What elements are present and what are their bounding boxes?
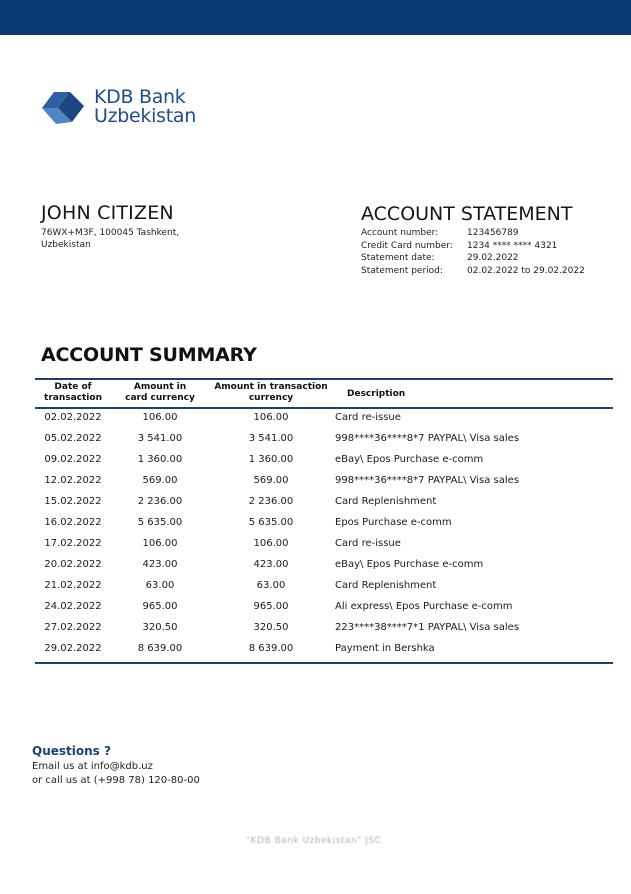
cell-description: eBay\ Epos Purchase e-comm [335, 454, 484, 465]
kdb-ribbon-logo-icon [40, 86, 86, 128]
table-row [35, 472, 613, 493]
header-txn-amount [209, 382, 333, 404]
cell-description: Card Replenishment [335, 580, 437, 591]
table-row [35, 430, 613, 451]
cell-card-amount: 3 541.00 [137, 433, 183, 444]
cell-description: Card Replenishment [335, 496, 437, 507]
cell-date: 16.02.2022 [44, 517, 102, 528]
table-row [35, 493, 613, 514]
field-value: 1234 **** **** 4321 [467, 240, 558, 251]
field-label: Statement date: [361, 253, 435, 263]
cell-card-amount: 5 635.00 [137, 517, 183, 528]
header-card-amount-line1: Amount in [133, 382, 187, 392]
cell-card-amount: 1 360.00 [137, 454, 183, 465]
statement-title: ACCOUNT STATEMENT [361, 203, 573, 225]
cell-card-amount: 63.00 [145, 580, 175, 591]
contact-phone-line: or call us at (+998 78) 120-80-00 [32, 775, 200, 786]
cell-description: 998****36****8*7 PAYPAL\ Visa sales [335, 433, 520, 444]
cell-description: Card re-issue [335, 538, 401, 549]
cell-date: 09.02.2022 [44, 454, 102, 465]
cell-description: 998****36****8*7 PAYPAL\ Visa sales [335, 475, 520, 486]
table-row [35, 451, 613, 472]
cell-date: 05.02.2022 [44, 433, 102, 444]
table-row [35, 598, 613, 619]
cell-date: 24.02.2022 [44, 601, 102, 612]
cell-txn-amount: 8 639.00 [248, 643, 294, 654]
table-row [35, 640, 613, 661]
cell-date: 27.02.2022 [44, 622, 102, 633]
cell-date: 29.02.2022 [44, 643, 102, 654]
header-date-line1: Date of [54, 382, 92, 392]
header-date-line2: transaction [44, 393, 102, 403]
statement-field [361, 265, 585, 278]
cell-date: 02.02.2022 [44, 412, 102, 423]
summary-title: ACCOUNT SUMMARY [41, 344, 257, 366]
table-row [35, 556, 613, 577]
cell-card-amount: 423.00 [142, 559, 178, 570]
cell-txn-amount: 106.00 [253, 412, 289, 423]
field-label: Credit Card number: [361, 240, 453, 251]
header-card-amount [121, 382, 199, 404]
statement-info [361, 227, 585, 277]
questions-title: Questions ? [32, 744, 111, 758]
cell-txn-amount: 5 635.00 [248, 517, 294, 528]
header-card-amount-line2: card currency [125, 393, 195, 403]
header-description: Description [347, 389, 406, 399]
cell-card-amount: 2 236.00 [137, 496, 183, 507]
cell-date: 20.02.2022 [44, 559, 102, 570]
field-label: Account number: [361, 228, 439, 238]
bank-name-line1: KDB Bank [94, 86, 186, 108]
customer-name: JOHN CITIZEN [41, 202, 174, 224]
table-row [35, 409, 613, 430]
footer-company-name: "KDB Bank Uzbekistan" JSC [246, 836, 382, 846]
table-row [35, 514, 613, 535]
statement-field [361, 252, 585, 265]
cell-txn-amount: 320.50 [253, 622, 289, 633]
table-top-rule [35, 378, 613, 380]
statement-field [361, 240, 585, 253]
bank-name-line2: Uzbekistan [94, 105, 196, 127]
field-value: 02.02.2022 to 29.02.2022 [467, 265, 585, 276]
cell-card-amount: 569.00 [142, 475, 178, 486]
customer-address [41, 227, 211, 251]
contact-email-line: Email us at info@kdb.uz [32, 761, 153, 772]
address-line2: Uzbekistan [41, 240, 91, 250]
cell-date: 12.02.2022 [44, 475, 102, 486]
cell-description: Epos Purchase e-comm [335, 517, 452, 528]
cell-description: 223****38****7*1 PAYPAL\ Visa sales [335, 622, 520, 633]
cell-card-amount: 106.00 [142, 412, 178, 423]
cell-card-amount: 106.00 [142, 538, 178, 549]
cell-txn-amount: 1 360.00 [248, 454, 294, 465]
cell-txn-amount: 106.00 [253, 538, 289, 549]
table-body [35, 409, 613, 661]
field-label: Statement period: [361, 265, 443, 276]
cell-description: Payment in Bershka [335, 643, 435, 654]
cell-txn-amount: 2 236.00 [248, 496, 294, 507]
cell-txn-amount: 423.00 [253, 559, 289, 570]
bank-logo [40, 86, 196, 128]
field-value: 123456789 [467, 228, 519, 238]
cell-txn-amount: 569.00 [253, 475, 289, 486]
cell-txn-amount: 63.00 [256, 580, 286, 591]
cell-description: Ali express\ Epos Purchase e-comm [335, 601, 513, 612]
table-row [35, 577, 613, 598]
cell-card-amount: 320.50 [142, 622, 178, 633]
field-value: 29.02.2022 [467, 253, 519, 263]
table-row [35, 619, 613, 640]
table-bottom-rule [35, 662, 613, 664]
statement-field [361, 227, 585, 240]
top-brand-bar [0, 0, 631, 35]
header-txn-amount-line2: currency [248, 393, 294, 403]
header-date [35, 382, 111, 404]
cell-description: Card re-issue [335, 412, 401, 423]
cell-card-amount: 8 639.00 [137, 643, 183, 654]
cell-date: 15.02.2022 [44, 496, 102, 507]
bank-name [94, 88, 196, 126]
address-line1: 76WX+M3F, 100045 Tashkent, [41, 228, 180, 238]
cell-txn-amount: 965.00 [253, 601, 289, 612]
cell-card-amount: 965.00 [142, 601, 178, 612]
cell-description: eBay\ Epos Purchase e-comm [335, 559, 484, 570]
table-row [35, 535, 613, 556]
cell-txn-amount: 3 541.00 [248, 433, 294, 444]
header-txn-amount-line1: Amount in transaction [214, 382, 328, 392]
cell-date: 17.02.2022 [44, 538, 102, 549]
cell-date: 21.02.2022 [44, 580, 102, 591]
